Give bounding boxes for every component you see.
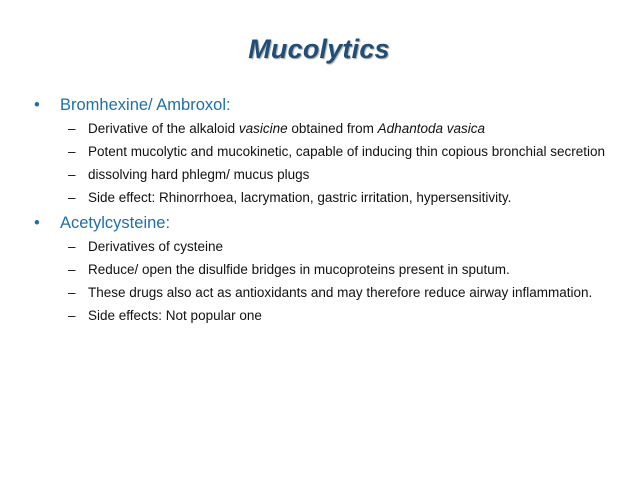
dash-icon: –: [68, 190, 76, 205]
dash-icon: –: [68, 239, 76, 254]
slide-content: [34, 94, 606, 330]
sub-item: [68, 284, 606, 302]
bullet-acetylcysteine: [34, 212, 606, 234]
sub-item-text: Side effects: Not popular one: [88, 308, 262, 323]
sub-item-text: Side effect: Rhinorrhoea, lacrymation, gastric irritation, hypersensitivity.: [88, 190, 512, 205]
bullet-dot-icon: •: [34, 214, 40, 232]
sub-item-text: These drugs also act as antioxidants and may therefore reduce airway inflammation.: [88, 285, 593, 300]
sub-item: [68, 189, 606, 207]
slide-title: Mucolytics: [248, 34, 390, 64]
bullet-bromhexine: [34, 94, 606, 116]
dash-icon: –: [68, 285, 76, 300]
sub-item: [68, 120, 606, 138]
dash-icon: –: [68, 262, 76, 277]
dash-icon: –: [68, 121, 76, 136]
bullet-heading: Acetylcysteine:: [60, 214, 171, 232]
bullet-heading: Bromhexine/ Ambroxol:: [60, 96, 231, 114]
dash-icon: –: [68, 144, 76, 159]
bullet-dot-icon: •: [34, 96, 40, 114]
sub-item: [68, 238, 606, 256]
dash-icon: –: [68, 167, 76, 182]
dash-icon: –: [68, 308, 76, 323]
sublist-acetylcysteine: [68, 238, 606, 325]
sub-item: [68, 143, 606, 161]
sublist-bromhexine: [68, 120, 606, 207]
sub-item-text: Derivatives of cysteine: [88, 239, 224, 254]
sub-item: [68, 166, 606, 184]
sub-item-text: dissolving hard phlegm/ mucus plugs: [88, 167, 310, 182]
sub-item: [68, 307, 606, 325]
sub-item: [68, 261, 606, 279]
sub-item-text: Reduce/ open the disulfide bridges in mucoproteins present in sputum.: [88, 262, 510, 277]
sub-item-text: Potent mucolytic and mucokinetic, capable of inducing thin copious bronchial secretion: [88, 144, 606, 159]
sub-item-text: Derivative of the alkaloid vasicine obtained from Adhantoda vasica: [88, 121, 485, 136]
